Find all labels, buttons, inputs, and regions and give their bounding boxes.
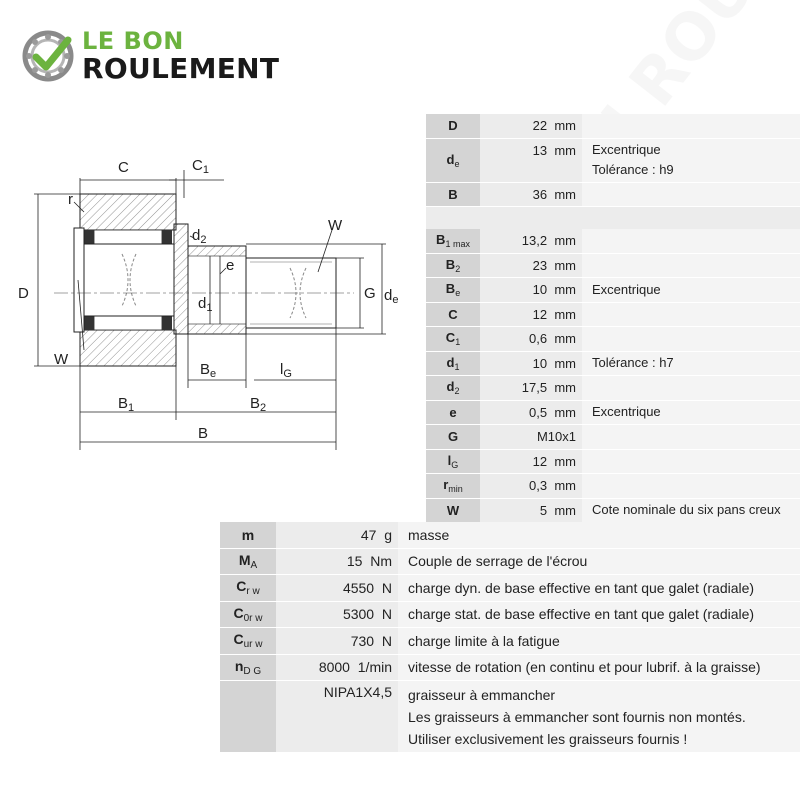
row-value: 10 <box>532 355 548 371</box>
properties-table <box>220 522 800 753</box>
row-symbol-sub: A <box>250 559 258 571</box>
table-row <box>426 139 800 183</box>
row-symbol: d <box>446 354 455 370</box>
table-row <box>426 114 800 139</box>
label-B: B <box>198 425 209 442</box>
row-unit: N <box>381 606 392 623</box>
table-row <box>426 425 800 450</box>
row-unit: N <box>381 632 392 649</box>
table-row <box>220 628 800 655</box>
row-unit: g <box>384 526 392 543</box>
row-value: 36 <box>532 186 548 202</box>
row-unit: mm <box>554 380 576 396</box>
label-d2: $d_2$ <box>192 227 207 246</box>
logo-text-top: LE BON <box>82 27 184 55</box>
row-value: 0,3 <box>529 478 548 494</box>
row-description: Excentrique <box>592 281 661 297</box>
row-value: 0,5 <box>529 404 548 420</box>
label-d1: $d_1$ <box>198 295 213 314</box>
row-description: graisseur à emmancher <box>408 687 556 703</box>
row-symbol-sub: e <box>454 158 460 169</box>
row-symbol: d <box>446 379 455 395</box>
row-unit: N <box>381 579 392 596</box>
row-symbol: e <box>449 404 457 420</box>
row-symbol: G <box>447 429 459 445</box>
row-symbol: d <box>446 151 455 167</box>
table-row <box>426 327 800 352</box>
label-r: r <box>68 191 73 208</box>
row-unit: mm <box>554 257 576 273</box>
table-row <box>426 278 800 303</box>
table-row <box>220 602 800 629</box>
row-unit: mm <box>554 233 576 249</box>
table-row <box>426 499 800 524</box>
label-Be: $B_e$ <box>200 361 217 380</box>
row-symbol: C <box>448 306 458 322</box>
row-description: Excentrique <box>592 404 661 420</box>
row-symbol: W <box>446 502 460 518</box>
table-row <box>426 254 800 279</box>
brand-logo <box>22 26 302 88</box>
table-row <box>220 522 800 549</box>
row-description: Couple de serrage de l'écrou <box>408 553 588 570</box>
dimensions-table <box>426 114 800 523</box>
row-unit: mm <box>554 118 576 134</box>
row-symbol: C <box>233 604 244 621</box>
table-row <box>220 681 800 753</box>
bearing-check-icon <box>22 28 78 84</box>
label-lG: $l_G$ <box>280 361 292 380</box>
table-spacer <box>426 207 800 229</box>
row-unit: 1/min <box>357 659 392 676</box>
row-symbol: B <box>436 232 446 248</box>
row-symbol: r <box>443 477 449 493</box>
row-unit: mm <box>554 502 576 518</box>
row-value: 15 <box>346 553 363 570</box>
table-row <box>426 401 800 426</box>
row-unit: mm <box>554 142 576 158</box>
row-value: 5 <box>539 502 548 518</box>
row-symbol-sub: e <box>455 288 461 299</box>
label-B1: $B_1$ <box>118 395 135 414</box>
label-W-bottom: W <box>54 351 69 368</box>
table-row <box>426 474 800 499</box>
row-unit: mm <box>554 331 576 347</box>
row-unit: mm <box>554 355 576 371</box>
row-value: M10x1 <box>536 429 576 445</box>
row-symbol-sub: r w <box>246 586 260 598</box>
row-value: 12 <box>532 306 548 322</box>
row-symbol-sub: 1 <box>455 337 461 348</box>
label-G: G <box>364 285 376 302</box>
row-symbol: B <box>445 256 456 272</box>
row-value: 13,2 <box>521 233 548 249</box>
row-description-2: Les graisseurs à emmancher sont fournis non montés. <box>408 709 746 725</box>
row-unit: mm <box>554 306 576 322</box>
row-value: 0,6 <box>529 331 548 347</box>
row-symbol: M <box>238 551 251 568</box>
row-description: vitesse de rotation (en continu et pour lubrif. à la graisse) <box>408 659 761 676</box>
table-row <box>426 303 800 328</box>
row-symbol-sub: 2 <box>454 386 460 397</box>
label-de: $d_e$ <box>384 287 399 306</box>
row-value: 730 <box>350 632 375 649</box>
label-C1: $C_1$ <box>192 157 209 176</box>
row-value: 17,5 <box>521 380 548 396</box>
row-value: NIPA1X4,5 <box>323 684 392 700</box>
label-W-top: W <box>328 217 343 234</box>
row-symbol: C <box>233 631 244 648</box>
row-unit: mm <box>554 478 576 494</box>
row-description: masse <box>408 526 450 543</box>
row-unit: mm <box>554 404 576 420</box>
row-description-3: Utiliser exclusivement les graisseurs fournis ! <box>408 731 688 747</box>
row-value: 10 <box>532 282 548 298</box>
table-row <box>426 376 800 401</box>
row-symbol: l <box>447 452 452 468</box>
table-row <box>426 450 800 475</box>
row-symbol-sub: ur w <box>243 639 263 651</box>
bearing-technical-drawing <box>14 150 414 450</box>
row-symbol-sub: 2 <box>455 263 461 274</box>
row-description: Excentrique <box>592 142 661 157</box>
label-B2: $B_2$ <box>250 395 267 414</box>
label-C: C <box>118 159 129 176</box>
row-value: 5300 <box>342 606 375 623</box>
table-row <box>220 575 800 602</box>
row-description: Tolérance : h7 <box>592 355 674 371</box>
row-description-2: Tolérance : h9 <box>592 162 674 177</box>
table-row <box>426 229 800 254</box>
row-symbol: C <box>236 578 247 595</box>
row-description: Cote nominale du six pans creux <box>592 502 781 518</box>
row-unit: mm <box>554 186 576 202</box>
row-value: 8000 <box>318 659 350 676</box>
row-symbol: D <box>448 118 458 134</box>
table-row <box>426 183 800 208</box>
table-row <box>220 655 800 682</box>
row-symbol: C <box>445 330 456 346</box>
row-symbol: m <box>241 526 255 543</box>
table-row <box>426 352 800 377</box>
row-value: 22 <box>532 118 548 134</box>
row-symbol-sub: min <box>448 484 463 495</box>
row-symbol-sub: 1 max <box>445 239 470 250</box>
table-row <box>220 549 800 576</box>
row-symbol-sub: G <box>451 459 459 470</box>
row-value: 47 <box>360 526 377 543</box>
row-unit: mm <box>554 453 576 469</box>
label-D: D <box>18 285 29 302</box>
row-description: charge dyn. de base effective en tant que galet (radiale) <box>408 579 755 596</box>
row-description: charge limite à la fatigue <box>408 632 560 649</box>
row-symbol: n <box>234 657 244 674</box>
row-value: 13 <box>532 142 548 158</box>
logo-text-bottom: ROULEMENT <box>82 52 280 85</box>
row-symbol: B <box>448 186 458 202</box>
label-e: e <box>226 257 235 274</box>
row-symbol-sub: 1 <box>454 361 460 372</box>
row-symbol-sub: 0r w <box>243 612 263 624</box>
row-symbol-sub: D G <box>243 665 262 677</box>
row-value: 12 <box>532 453 548 469</box>
row-value: 23 <box>532 257 548 273</box>
row-symbol: B <box>445 281 456 297</box>
row-unit: Nm <box>370 553 392 570</box>
row-description: charge stat. de base effective en tant que galet (radiale) <box>408 606 755 623</box>
row-value: 4550 <box>342 579 375 596</box>
row-unit: mm <box>554 282 576 298</box>
